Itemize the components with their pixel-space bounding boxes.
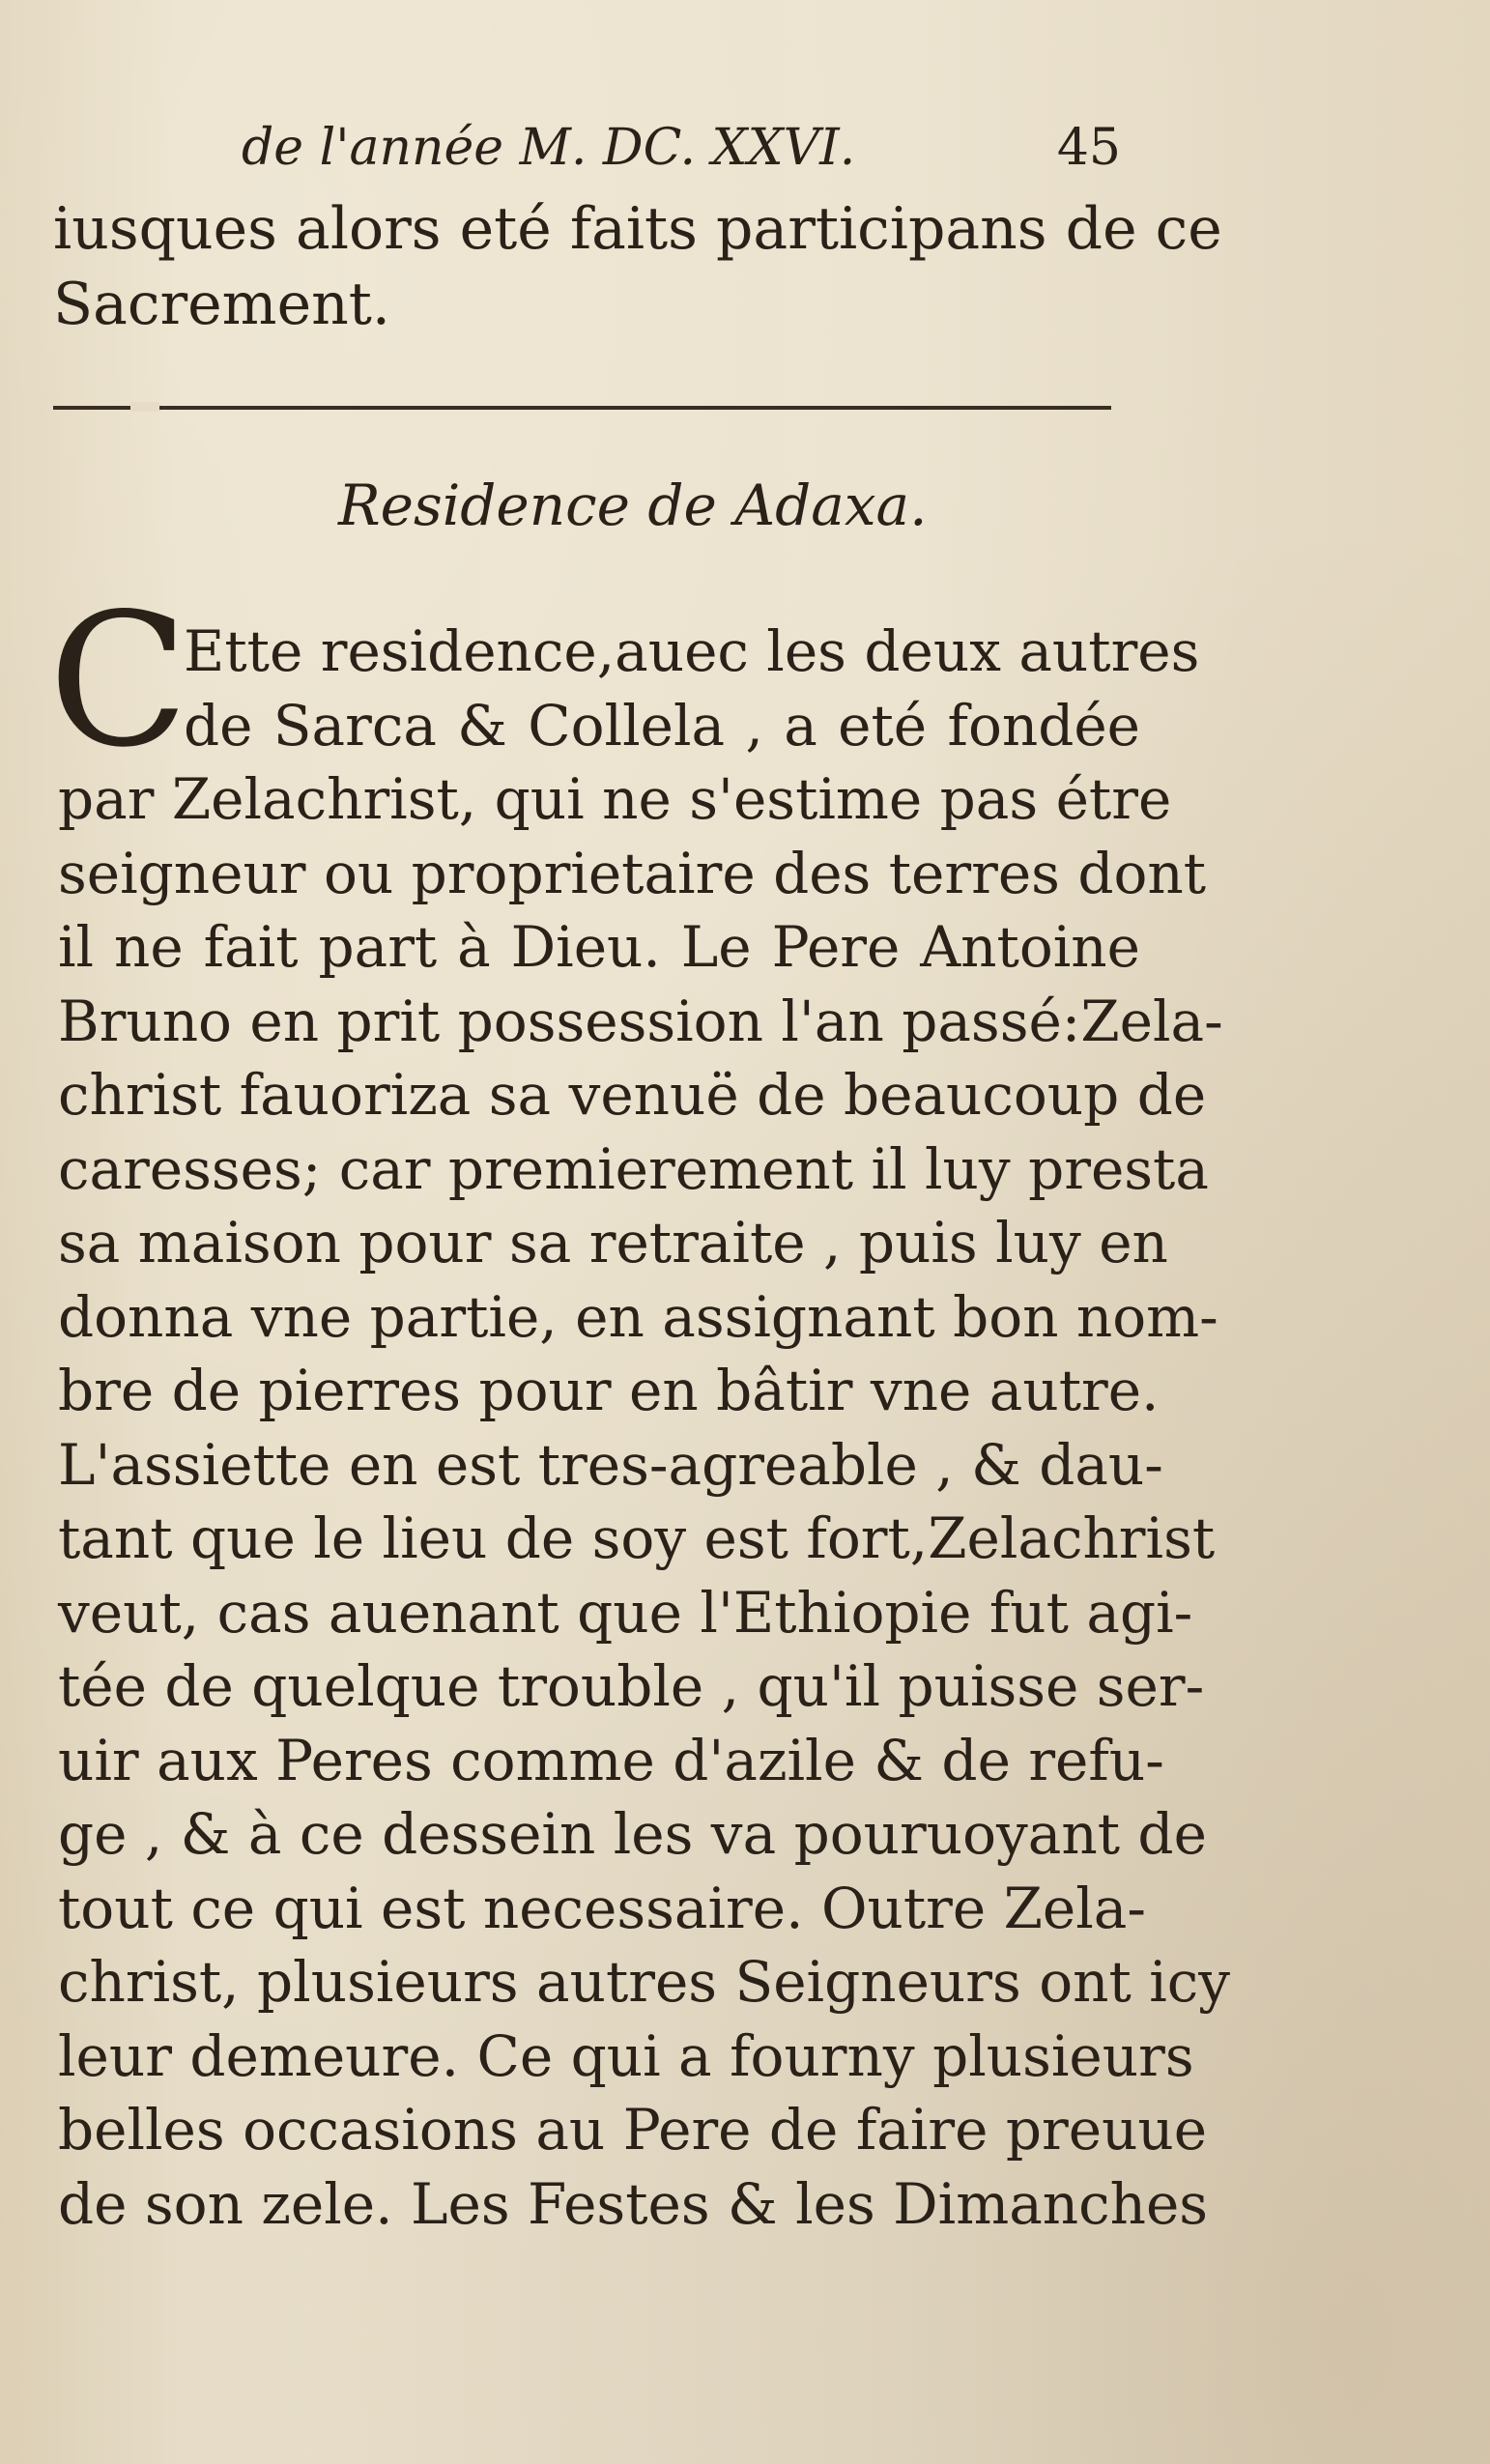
text-line: veut, cas auenant que l'Ethiopie fut agi- bbox=[58, 1579, 1193, 1646]
running-title: de l'année M. DC. XXVI. bbox=[242, 119, 856, 177]
text-line: tout ce qui est necessaire. Outre Zela- bbox=[58, 1875, 1146, 1941]
text-line: tant que le lieu de soy est fort,Zelachrist bbox=[58, 1505, 1216, 1571]
text-line: caresses; car premierement il luy presta bbox=[58, 1135, 1209, 1202]
text-line: tée de quelque trouble , qu'il puisse ser- bbox=[58, 1653, 1205, 1719]
text-line: il ne fait part à Dieu. Le Pere Antoine bbox=[58, 914, 1140, 980]
text-line: sa maison pour sa retraite , puis luy en bbox=[58, 1210, 1168, 1275]
text-line: Sacrement. bbox=[53, 271, 390, 338]
text-line: uir aux Peres comme d'azile & de refu- bbox=[58, 1727, 1164, 1793]
text-line: L'assiette en est tres-agreable , & dau- bbox=[58, 1431, 1163, 1498]
text-line: iusques alors eté faits participans de ce bbox=[53, 195, 1222, 263]
text-line: par Zelachrist, qui ne s'estime pas étre bbox=[58, 766, 1172, 832]
divider-gap bbox=[130, 402, 159, 412]
page-number: 45 bbox=[1056, 119, 1121, 177]
text-line: de Sarca & Collela , a eté fondée bbox=[184, 692, 1140, 759]
text-line: christ fauoriza sa venuë de beaucoup de bbox=[58, 1062, 1207, 1128]
section-body bbox=[58, 615, 1231, 2241]
text-line: bre de pierres pour en bâtir vne autre. bbox=[58, 1358, 1160, 1423]
running-header bbox=[242, 114, 1131, 182]
text-line: belles occasions au Pere de faire preuue bbox=[58, 2097, 1208, 2163]
text-line: Bruno en prit possession l'an passé:Zela- bbox=[58, 988, 1223, 1054]
text-line: donna vne partie, en assignant bon nom- bbox=[58, 1283, 1218, 1350]
text-line: christ, plusieurs autres Seigneurs ont icy bbox=[58, 1949, 1231, 2015]
drop-cap: C bbox=[48, 574, 189, 788]
text-line: seigneur ou proprietaire des terres dont bbox=[58, 840, 1207, 906]
carryover-paragraph bbox=[53, 191, 1222, 342]
text-line: de son zele. Les Festes & les Dimanches bbox=[58, 2170, 1209, 2237]
text-line: Ette residence,auec les deux autres bbox=[184, 618, 1200, 684]
text-line: leur demeure. Ce qui a fourny plusieurs bbox=[58, 2022, 1194, 2089]
section-title: Residence de Adaxa. bbox=[338, 473, 928, 538]
text-line: ge , & à ce dessein les va pouruoyant de bbox=[58, 1801, 1207, 1867]
section-divider-rule bbox=[53, 406, 1111, 410]
